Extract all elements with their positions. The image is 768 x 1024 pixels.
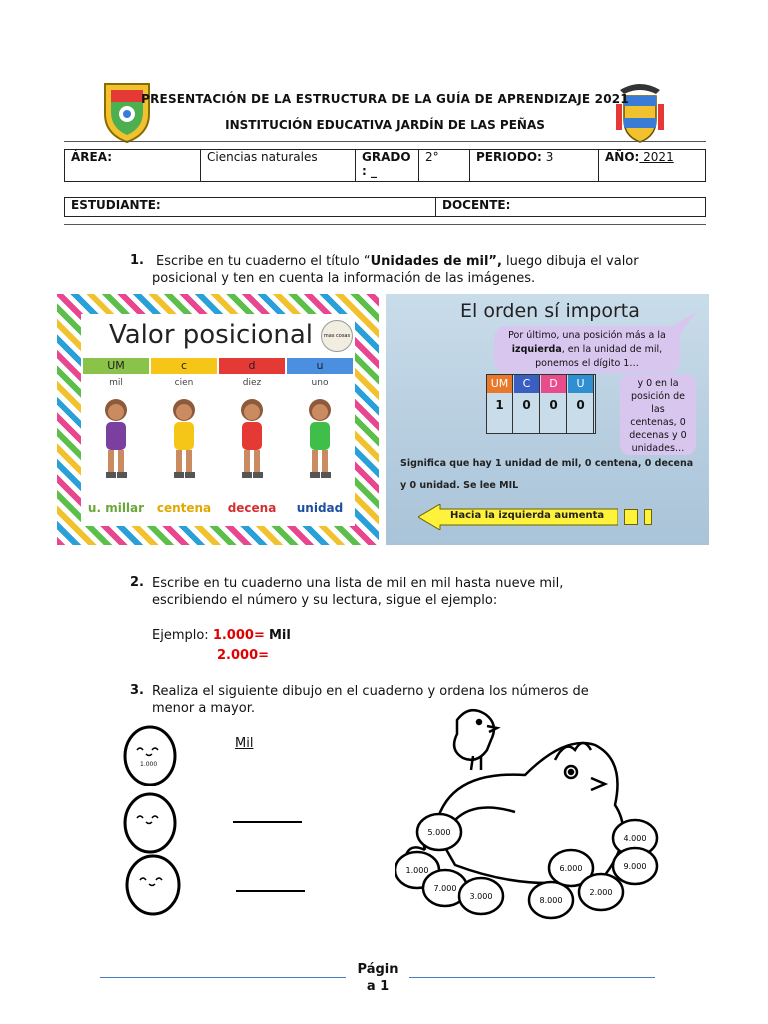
grid-header-u: U bbox=[568, 375, 594, 393]
grid-header-um: UM bbox=[487, 375, 513, 393]
q1-number: 1. bbox=[130, 253, 144, 268]
orden-importa-image bbox=[386, 294, 709, 545]
periodo-cell: PERIODO: 3 bbox=[470, 150, 599, 182]
place-word-4: uno bbox=[311, 378, 329, 388]
yellow-box-2 bbox=[644, 509, 652, 525]
bubble-centenas-line: las bbox=[651, 404, 665, 415]
guide-title: PRESENTACIÓN DE LA ESTRUCTURA DE LA GUÍA DE APRENDIZAJE 2021 bbox=[141, 92, 629, 106]
grid-digit-2: 0 bbox=[514, 393, 540, 433]
estudiante-label: ESTUDIANTE: bbox=[65, 198, 436, 217]
q1-text: Escribe en tu cuaderno el título “Unidades de mil”, luego dibuja el valor bbox=[156, 254, 639, 269]
egg-1-word: Mil bbox=[235, 736, 254, 751]
answer-line-2 bbox=[233, 821, 302, 823]
egg-icon-1 bbox=[122, 722, 178, 786]
bubble-centenas-line: y 0 en la bbox=[637, 378, 679, 389]
place-word-2: cien bbox=[174, 378, 194, 388]
hen-egg-number: 9.000 bbox=[623, 862, 647, 871]
bubble-centenas-line: posición de bbox=[630, 391, 686, 402]
anio-cell: AÑO: 2021 bbox=[599, 150, 706, 182]
area-value: Ciencias naturales bbox=[201, 150, 356, 182]
grid-header-c: C bbox=[514, 375, 540, 393]
child-illustration-icon bbox=[235, 396, 269, 482]
grado-value: 2° bbox=[419, 150, 470, 182]
bubble-centenas-line: unidades… bbox=[631, 443, 685, 454]
place-word-3: diez bbox=[242, 378, 262, 388]
q3-line1: Realiza el siguiente dibujo en el cuaderno y ordena los números de bbox=[152, 684, 589, 699]
answer-line-3 bbox=[236, 890, 305, 892]
place-header-4: u bbox=[287, 358, 353, 374]
significa-line1: Significa que hay 1 unidad de mil, 0 centena, 0 decena bbox=[400, 458, 694, 469]
hen-egg-number: 8.000 bbox=[539, 896, 563, 905]
badge-icon: mas cosas bbox=[321, 320, 353, 352]
valor-posicional-image bbox=[57, 294, 379, 545]
hen-egg-number: 2.000 bbox=[589, 888, 613, 897]
place-label-3: decena bbox=[227, 501, 277, 515]
egg-icon-2 bbox=[122, 790, 178, 854]
docente-label: DOCENTE: bbox=[436, 198, 706, 217]
footer-line-left bbox=[100, 977, 346, 978]
table-divider bbox=[64, 224, 706, 225]
footer-line-right bbox=[409, 977, 655, 978]
hen-egg-number: 4.000 bbox=[623, 834, 647, 843]
q3-line2: menor a mayor. bbox=[152, 701, 255, 716]
q3-number: 3. bbox=[130, 683, 144, 698]
place-header-2: c bbox=[151, 358, 217, 374]
area-label: ÁREA: bbox=[65, 150, 201, 182]
bubble-centenas-line: centenas, 0 bbox=[630, 417, 686, 428]
grid-digit-4: 0 bbox=[568, 393, 594, 433]
valor-posicional-title: Valor posicional bbox=[108, 320, 314, 350]
q2-example-1: Ejemplo: 1.000= Mil bbox=[152, 628, 291, 643]
valor-posicional-card bbox=[81, 314, 355, 526]
place-label-1: u. millar bbox=[87, 501, 145, 515]
arrow-label: Hacia la izquierda aumenta bbox=[450, 510, 605, 521]
place-header-3: d bbox=[219, 358, 285, 374]
place-header-1: UM bbox=[83, 358, 149, 374]
bubble-centenas-line: decenas y 0 bbox=[629, 430, 687, 441]
place-word-1: mil bbox=[109, 378, 123, 388]
page-number: Págin a 1 bbox=[357, 962, 399, 994]
grid-digit-1: 1 bbox=[487, 393, 513, 433]
child-illustration-icon bbox=[167, 396, 201, 482]
egg-icon-3 bbox=[124, 852, 182, 916]
q1-text-line2: posicional y ten en cuenta la información de las imágenes. bbox=[152, 271, 536, 286]
hen-egg-number: 6.000 bbox=[559, 864, 583, 873]
grid-digit-3: 0 bbox=[541, 393, 567, 433]
info-table bbox=[64, 149, 706, 182]
bubble-centenas bbox=[620, 374, 696, 455]
significa-line2: y 0 unidad. Se lee MIL bbox=[400, 480, 519, 491]
institution-shield-logo bbox=[101, 80, 153, 144]
hen-egg-number: 5.000 bbox=[427, 828, 451, 837]
hen-egg-number: 7.000 bbox=[433, 884, 457, 893]
bubble-ultimo: Por último, una posición más a la izquierda, en la unidad de mil, ponemos el dígito 1… bbox=[494, 326, 680, 373]
grid-header-d: D bbox=[541, 375, 567, 393]
place-label-2: centena bbox=[156, 501, 212, 515]
egg-1-number: 1.000 bbox=[140, 761, 158, 768]
q2-line2: escribiendo el número y su lectura, sigue el ejemplo: bbox=[152, 593, 498, 608]
child-illustration-icon bbox=[303, 396, 337, 482]
q2-line1: Escribe en tu cuaderno una lista de mil en mil hasta nueve mil, bbox=[152, 576, 564, 591]
institution-name: INSTITUCIÓN EDUCATIVA JARDÍN DE LAS PEÑAS bbox=[225, 118, 545, 132]
place-value-grid bbox=[486, 374, 596, 434]
child-illustration-icon bbox=[99, 396, 133, 482]
national-coat-of-arms-logo bbox=[610, 78, 670, 146]
orden-title: El orden sí importa bbox=[460, 300, 640, 322]
bubble-pointer bbox=[666, 312, 696, 342]
grado-label: GRADO : _ bbox=[356, 150, 419, 182]
hen-egg-number: 1.000 bbox=[405, 866, 429, 875]
q2-example-2: 2.000= bbox=[217, 648, 270, 663]
header-divider bbox=[64, 141, 706, 142]
place-label-4: unidad bbox=[296, 501, 344, 515]
student-table bbox=[64, 197, 706, 217]
hen-egg-number: 3.000 bbox=[469, 892, 493, 901]
q2-number: 2. bbox=[130, 575, 144, 590]
yellow-box-1 bbox=[624, 509, 638, 525]
hen-with-eggs-drawing bbox=[395, 700, 685, 935]
